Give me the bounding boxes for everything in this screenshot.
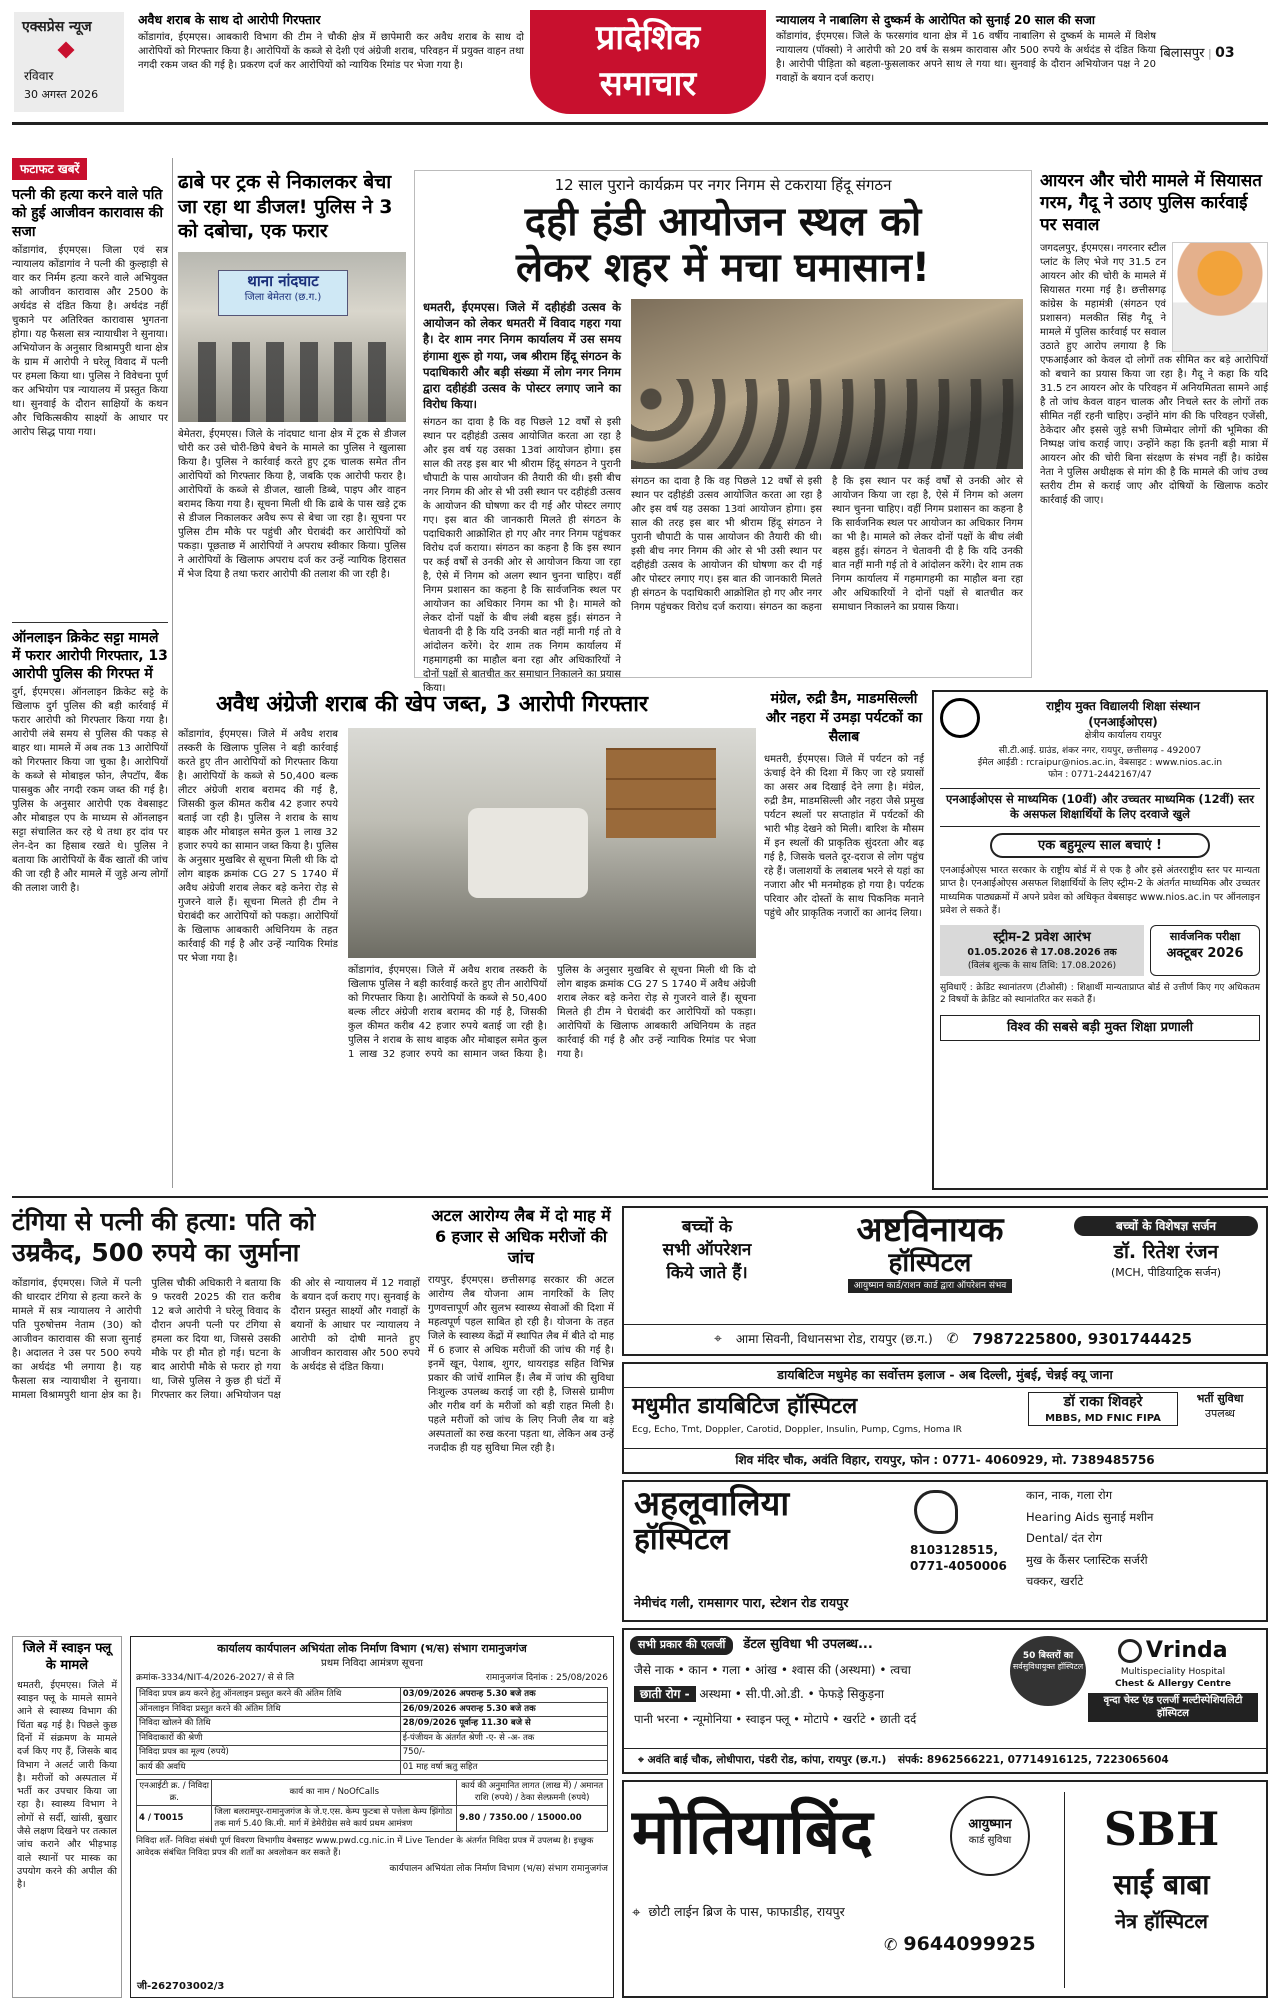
main-photo (631, 299, 1023, 469)
ahlu-service: Dental/ दंत रोग (1026, 1531, 1102, 1546)
madhu-address: शिव मंदिर चौक, अवंति विहार, रायपुर, फोन : 0771- 4060929, मो. 7389485756 (624, 1448, 1266, 1472)
motiya-badge-2: कार्ड सुविधा (968, 1834, 1012, 1846)
tender-work-cost: 9.80 / 7350.00 / 15000.00 (457, 1806, 608, 1832)
fatafat-story1-body: कोंडागांव, ईएमएस। जिला एवं सत्र न्यायालय कोंडागांव ने पत्नी की कुल्हाड़ी से वार कर निर्मम हत्या करने वाले अभियुक्त को आजीवन कारावास और 2500 के अर्थदंड से दंडित किया है। अर्थदंड नहीं चुकाने पर अतिरिक्त कारावास भुगतना होगा। यह फैसला सत्र न्यायाधीश ने सुनाया। अभियोजन के अनुसार विश्रामपुरी थाना क्षेत्र के ग्राम में आरोपी ने घरेलू विवाद में पत्नी पर हमला किया था। पुलिस ने विवेचना पूर्ण कर अभियोग पत्र न्यायालय में प्रस्तुत किया था। सुनवाई के दौरान साक्षियों के कथन और चिकित्सकीय साक्ष्यों के आधार पर आरोप सिद्ध पाया गया। (12, 244, 168, 438)
tender-row-value: 750/- (400, 1746, 607, 1760)
table-row (137, 1760, 608, 1774)
politician-photo (1172, 242, 1268, 352)
fatafat-story2-headline: ऑनलाइन क्रिकेट सट्टा मामले में फरार आरोपी गिरफ्तार, 13 आरोपी पुलिस की गिरफ्त में (12, 629, 168, 683)
sbh-name-1: साईं बाबा (1113, 1868, 1210, 1902)
motiya-phone: 9644099925 (903, 1933, 1036, 1955)
ashta-scheme: आयुष्मान कार्ड/राशन कार्ड द्वारा ऑपरेशन संभव (848, 1279, 1013, 1293)
vrinda-line-1: जैसे नाक • कान • गला • आंख • श्वास की (अस्थमा) • त्वचा (634, 1663, 911, 1677)
top-left-body: कोंडागांव, ईएमएस। आबकारी विभाग की टीम ने चौकी क्षेत्र में छापेमारी कर अवैध शराब के साथ दो आरोपियों को गिरफ्तार किया है। आरोपियों के कब्जे से देशी एवं अंग्रेजी शराब, परिवहन में प्रयुक्त वाहन तथा नगदी रकम जब्त की गई है। प्रकरण दर्ज कर आरोपियों को न्यायिक रिमांड पर भेजा गया है। (138, 31, 524, 71)
tender-work-name: जिला बलरामपुर-रामानुजगंज के जे.ए.एस. केम्प फुटबा से पत्तेला केम्प झिंगोठा तक मार्ग 5.40 कि.मी. मार्ग में डेमेरीग्रेस सवे कार्य प्रथम आमंत्रण (212, 1806, 457, 1832)
vrinda-name: Vrinda (1145, 1638, 1228, 1663)
ashta-address: आमा सिवनी, विधानसभा रोड, रायपुर (छ.ग.) (735, 1332, 933, 1347)
ashta-name-1: अष्टविनायक (856, 1210, 1004, 1250)
vrinda-address: अवंति बाई चौक, लोधीपारा, पंडरी रोड, कांपा, रायपुर (छ.ग.) (647, 1754, 887, 1766)
mangrel-body: धमतरी, ईएमएस। जिले में पर्यटन को नई ऊंचाई देने की दिशा में किए जा रहे प्रयासों का असर अब दिखाई देने लगा है। मंग्रेल, रुद्री डैम, माडमसिल्ली और नहरा जैसे प्रमुख पर्यटन स्थलों पर सप्ताहांत में पर्यटकों की भारी भीड़ देखने को मिली। बारिश के मौसम में इन स्थलों की प्राकृतिक सुंदरता और बढ़ गई है, जिसके चलते दूर-दराज से लोग पहुंच रहे हैं। जलाशयों के लबालब भरने से यहां का नजारा और भी मनमोहक हो गया है। पर्यटक परिवार और दोस्तों के साथ पिकनिक मनाने पहुंचे और प्राकृतिक नजारों का आनंद लिया। (764, 753, 924, 919)
masthead-day: रविवार (24, 69, 54, 83)
phone-icon: ✆ (946, 1331, 959, 1348)
main-headline-2: लेकर शहर में मचा घमासान! (515, 245, 931, 292)
madhu-doctor: डॉ राका शिवहरे (1063, 1394, 1143, 1410)
tender-col-header: कार्य की अनुमानित लागत (लाख में) / अमानत राशि (रुपये) / ठेका सेल्फ़मनी (रुपये) (457, 1780, 608, 1806)
top-right-headline: न्यायालय ने नाबालिग से दुष्कर्म के आरोपित को सुनाई 20 साल की सजा (776, 13, 1096, 27)
main-body-b: संगठन का दावा है कि वह पिछले 12 वर्षों से इसी स्थान पर दहीहंडी उत्सव आयोजित करता आ रहा है और इस वर्ष यह उसका 13वां आयोजन होगा। इस साल की तरह इस बार भी श्रीराम हिंदू संगठन ने पुरानी चौपाटी के पास आयोजन की तैयारी की थी। इसी बीच नगर निगम की ओर से भी उसी स्थान पर दहीहंडी उत्सव के आयोजन की घोषणा कर दी गई और पोस्टर लगाए गए। इस बात की जानकारी मिलते ही संगठन के पदाधिकारी आक्रोशित हो गए और नगर निगम पहुंचकर विरोध दर्ज कराया। संगठन का कहना है कि इस स्थान पर कई वर्षों से उनकी ओर से आयोजन किया जा रहा है, ऐसे में निगम को अलग स्थान चुनना चाहिए। वहीं निगम प्रशासन का कहना है कि सार्वजनिक स्थल पर आयोजन का अधिकार निगम का भी है। मामले को लेकर दोनों पक्षों के बीच लंबी बहस हुई। संगठन ने चेतावनी दी है कि यदि उनकी बात नहीं मानी गई तो वे आंदोलन करेंगे। देर शाम तक निगम कार्यालय में गहमागहमी का माहौल बना रहा और अधिकारियों ने दोनों पक्षों से बातचीत कर समाधान निकालने का प्रयास किया। (631, 476, 1023, 614)
diesel-body: बेमेतरा, ईएमएस। जिले के नांदघाट थाना क्षेत्र में ट्रक से डीजल चोरी कर उसे चोरी-छिपे बेचने के मामले का पुलिस ने खुलासा किया है। पुलिस ने कार्रवाई करते हुए ट्रक चालक समेत तीन आरोपियों को गिरफ्तार किया है, जबकि एक आरोपी फरार है। आरोपियों के कब्जे से डीजल, खाली डिब्बे, पाइप और वाहन बरामद किया गया है। सूचना मिली थी कि ढाबे के पास खड़े ट्रक से डीजल निकालकर अवैध रूप से बेचा जा रहा है। सूचना पर पुलिस टीम मौके पर पहुंची और घेराबंदी कर आरोपियों को पकड़ा। पूछताछ में आरोपियों ने अपराध स्वीकार किया। पुलिस ने आरोपियों के खिलाफ अपराध दर्ज कर उन्हें न्यायिक हिरासत में भेज दिया है तथा फरार आरोपी की तलाश की जा रही है। (178, 429, 406, 581)
nios-exam-date: अक्टूबर 2026 (1166, 946, 1244, 962)
iron-headline: आयरन और चोरी मामले में सियासत गरम, गैदू ने उठाए पुलिस कार्रवाई पर सवाल (1040, 171, 1262, 236)
masthead-city: बिलासपुर (1160, 46, 1205, 61)
tender-row-value: 03/09/2026 अपरान्ह 5.30 बजे तक (400, 1688, 607, 1702)
motiyabind-ad (622, 1780, 1268, 1998)
vrinda-tag-1: सभी प्रकार की एलर्जी (630, 1636, 733, 1655)
nios-logo-icon (940, 698, 980, 738)
top-left-headline: अवैध शराब के साथ दो आरोपी गिरफ्तार (138, 12, 321, 27)
nios-offer: एक बहुमूल्य साल बचाएं ! (990, 833, 1210, 859)
vrinda-tag-2: डेंटल सुविधा भी उपलब्ध... (743, 1637, 873, 1652)
vrinda-name-sub2: Chest & Allergy Centre (1115, 1678, 1231, 1689)
nios-stream-box (940, 925, 1144, 976)
motiya-badge (950, 1796, 1030, 1876)
ahlu-name-2: हॉस्पिटल (634, 1522, 730, 1558)
nios-desc: एनआईओएस भारत सरकार के राष्ट्रीय बोर्ड में से एक है और इसे अंतरराष्ट्रीय स्तर पर मान्यता प्राप्त है। एनआईओएस असफल शिक्षार्थियों के लिए स्ट्रीम-2 के अंतर्गत माध्यमिक और उच्चतर माध्यमिक पाठ्यक्रमों में अपने प्रवेश को अधिकृत वेबसाइट www.nios.ac.in पर ऑनलाइन प्रवेश ले सकते हैं। (940, 865, 1260, 917)
vrinda-logo-icon (1118, 1639, 1142, 1663)
nios-address: सी.टी.आई. ग्राउंड, शंकर नगर, रायपुर, छत्तीसगढ़ - 492007 (998, 746, 1202, 757)
fatafat-story1-headline: पत्नी की हत्या करने वाले पति को हुई आजीवन कारावास की सजा (12, 187, 164, 240)
ashta-left-2: सभी ऑपरेशन (662, 1239, 752, 1260)
sbh-name-2: नेत्र हॉस्पिटल (1115, 1908, 1208, 1933)
iron-story (1040, 170, 1268, 670)
col-divider-1 (172, 158, 173, 1188)
table-row (137, 1688, 608, 1702)
flu-body: धमतरी, ईएमएस। जिले में स्वाइन फ्लू के मामले सामने आने से स्वास्थ्य विभाग की चिंता बढ़ गई है। पिछले कुछ दिनों में संक्रमण के मामले दर्ज किए गए हैं, जिसके बाद विभाग ने अलर्ट जारी किया है। मरीजों को अस्पताल में भर्ती कर उपचार किया जा रहा है। स्वास्थ्य विभाग ने लोगों से सर्दी, खांसी, बुखार जैसे लक्षण दिखने पर तत्काल जांच कराने और भीड़भाड़ वाले स्थानों पर मास्क का उपयोग करने की अपील की है। (17, 1679, 117, 1891)
vrinda-line-3: पानी भरना • न्यूमोनिया • स्वाइन फ्लू • मोटापे • खर्राटे • छाती दर्द (634, 1712, 917, 1726)
ashta-name-2: हॉस्पिटल (888, 1248, 972, 1279)
madhu-bharti-2: उपलब्ध (1205, 1406, 1235, 1420)
tender-row-value: 01 माह वर्षा ऋतु सहित (400, 1760, 607, 1774)
tender-subtitle: प्रथम निविदा आमंत्रण सूचना (321, 1657, 423, 1669)
nios-contact: ईमेल आईडी : rcraipur@nios.ac.in, वेबसाइट : www.nios.ac.in (977, 758, 1223, 769)
liquor-body-cont: कोंडागांव, ईएमएस। जिले में अवैध शराब तस्करी के खिलाफ पुलिस ने बड़ी कार्रवाई करते हुए तीन आरोपियों को गिरफ्तार किया है। आरोपियों के कब्जे से 50,400 बल्क लीटर अंग्रेजी शराब बरामद की गई है, जिसकी कुल कीमत करीब 42 हजार रुपये बताई जा रही है। पुलिस ने शराब के साथ बाइक और मोबाइल समेत कुल 1 लाख 32 हजार रुपये का सामान जब्त किया है। पुलिस के अनुसार मुखबिर से सूचना मिली थी कि दो लोग बाइक क्रमांक CG 27 S 1740 में अवैध अंग्रेजी शराब लेकर बड़े कनेरा रोड़ से गुजरने वाले हैं। सूचना मिलते ही टीम ने घेराबंदी कर आरोपियों को पकड़ा। आरोपियों के खिलाफ आबकारी अधिनियम के तहत कार्रवाई की गई है और उन्हें न्यायिक रिमांड पर भेजा गया है। (348, 964, 756, 1060)
tender-row-value: 26/09/2026 अपरान्ह 5.30 बजे तक (400, 1702, 607, 1716)
section-title-2: समाचार (599, 63, 697, 104)
nios-stream-title: स्ट्रीम-2 प्रवेश आरंभ (993, 930, 1091, 946)
main-kicker: 12 साल पुराने कार्यक्रम पर नगर निगम से टकराया हिंदू संगठन (554, 176, 892, 194)
ahlu-service: Hearing Aids सुनाई मशीन (1026, 1509, 1154, 1524)
vrinda-ad (622, 1628, 1268, 1774)
seized-boxes (606, 748, 716, 838)
ear-logo-icon (914, 1490, 958, 1534)
madhu-top: डायबिटिज मधुमेह का सर्वोत्तम इलाज - अब दिल्ली, मुंबई, चेन्नई क्यू जाना (624, 1364, 1266, 1388)
tender-work-table (136, 1779, 608, 1832)
liquor-photo (348, 728, 756, 958)
tender-row-label: निविदा खोलने की तिथि (137, 1717, 401, 1731)
vrinda-beds-badge (1010, 1636, 1086, 1706)
murder-story (12, 1206, 420, 1626)
table-row (137, 1702, 608, 1716)
table-row (137, 1717, 608, 1731)
motiya-badge-1: आयुष्मान (968, 1817, 1012, 1832)
sign-line-1: थाना नांदघाट (247, 272, 319, 291)
lab-story (428, 1206, 614, 1626)
police-vehicle (468, 808, 588, 898)
table-row (137, 1746, 608, 1760)
liquor-story (178, 690, 756, 1210)
nios-facility: सुविधाएँ : क्रेडिट स्थानांतरण (टीओसी) : शिक्षार्थी मान्यताप्राप्त बोर्ड से उत्तीर्ण किए गए अधिकतम 2 विषयों के क्रेडिट को स्थानांतरित कर सकते हैं। (940, 982, 1260, 1006)
fatafat-story2-body: दुर्ग, ईएमएस। ऑनलाइन क्रिकेट सट्टे के खिलाफ दुर्ग पुलिस की बड़ी कार्रवाई में फरार आरोपी को गिरफ्तार किया गया है। आरोपी लंबे समय से पुलिस की पकड़ से बाहर था। मामले में अब तक 13 आरोपियों को गिरफ्तार किया जा चुका है। आरोपियों के कब्जे से मोबाइल फोन, लैपटॉप, बैंक पासबुक और नगदी रकम जब्त की गई है। पुलिस के अनुसार आरोपी एक वेबसाइट और मोबाइल एप के माध्यम से ऑनलाइन सट्टा संचालित कर रहे थे तथा हर दांव पर लेन-देन का हिसाब रखते थे। पुलिस ने बताया कि आरोपियों के बैंक खातों की जांच की जा रही है और मामले में जुड़े अन्य लोगों की तलाश जारी है। (12, 687, 168, 895)
nios-phone: फोन : 0771-2442167/47 (1048, 770, 1152, 781)
masthead-city-box: बिलासपुर | 03 (1160, 45, 1235, 61)
ahlu-service: कान, नाक, गला रोग (1026, 1488, 1113, 1502)
sbh-logo: SBH (1103, 1802, 1220, 1856)
table-header-row (137, 1780, 608, 1806)
tender-date: रामानुजगंज दिनांक : 25/08/2026 (486, 1673, 608, 1684)
ahlu-name-1: अहलूवालिया (634, 1484, 790, 1524)
vrinda-beds-2: सर्वसुविधायुक्त हॉस्पिटल (1012, 1662, 1084, 1672)
masthead-date: 30 अगस्त 2026 (24, 88, 99, 101)
nios-stream-late: (विलंब शुल्क के साथ तिथि: 17.08.2026) (967, 960, 1117, 971)
main-lead: धमतरी, ईएमएस। जिले में दहीहंडी उत्सव के आयोजन को लेकर धमतरी में विवाद गहरा गया है। देर शाम नगर निगम कार्यालय में उस समय हंगामा शुरू हो गया, जब श्रीराम हिंदू संगठन के पदाधिकारी और बड़ी संख्या में लोग नगर निगम द्वारा दहीहंडी उत्सव के पोस्टर लगाए जाने का विरोध किया। (423, 300, 621, 411)
main-body-a: संगठन का दावा है कि वह पिछले 12 वर्षों से इसी स्थान पर दहीहंडी उत्सव आयोजित करता आ रहा है और इस वर्ष यह उसका 13वां आयोजन होगा। इस साल की तरह इस बार भी श्रीराम हिंदू संगठन ने पुरानी चौपाटी के पास आयोजन की तैयारी की थी। इसी बीच नगर निगम की ओर से भी उसी स्थान पर दहीहंडी उत्सव के आयोजन की घोषणा कर दी गई और पोस्टर लगाए गए। इस बात की जानकारी मिलते ही संगठन के पदाधिकारी आक्रोशित हो गए और नगर निगम पहुंचकर विरोध दर्ज कराया। संगठन का कहना है कि इस स्थान पर कई वर्षों से उनकी ओर से आयोजन किया जा रहा है, ऐसे में निगम को अलग स्थान चुनना चाहिए। वहीं निगम प्रशासन का कहना है कि सार्वजनिक स्थल पर आयोजन का अधिकार निगम का भी है। मामले को लेकर दोनों पक्षों के बीच लंबी बहस हुई। संगठन ने चेतावनी दी है कि यदि उनकी बात नहीं मानी गई तो वे आंदोलन करेंगे। देर शाम तक निगम कार्यालय में गहमागहमी का माहौल बना रहा और अधिकारियों ने दोनों पक्षों से बातचीत कर समाधान निकालने का प्रयास किया। (423, 416, 621, 694)
location-pin-icon: ⌖ (638, 1754, 648, 1766)
murder-headline-1: टंगिया से पत्नी की हत्या: पति को (12, 1207, 316, 1236)
lab-headline: अटल आरोग्य लैब में दो माह में 6 हजार से अधिक मरीजों की जांच (431, 1206, 611, 1267)
masthead-rule (12, 122, 1268, 125)
diesel-headline: ढाबे पर ट्रक से निकालकर बेचा जा रहा था डीजल! पुलिस ने 3 को दबोचा, एक फरार (178, 171, 393, 243)
vrinda-chest-label: छाती रोग - (634, 1686, 696, 1702)
mangrel-headline: मंग्रेल, रुद्री डैम, माडमसिल्ली और नहरा में उमड़ा पर्यटकों का सैलाब (765, 691, 923, 745)
nios-ad (932, 690, 1268, 1190)
vrinda-contact-label: संपर्क: (897, 1754, 924, 1766)
table-row (137, 1806, 608, 1832)
nios-office: क्षेत्रीय कार्यालय रायपुर (1084, 730, 1162, 742)
location-pin-icon: ⌖ (714, 1331, 722, 1348)
main-headline-1: दही हंडी आयोजन स्थल को (524, 199, 922, 246)
tender-col-header: कार्य का नाम / NoOfCalls (212, 1780, 457, 1806)
ashtavinayak-ad (622, 1206, 1268, 1356)
ahlu-phone-2: 0771-4050006 (910, 1559, 1007, 1574)
section-title-1: प्रादेशिक (595, 18, 701, 58)
ahlu-phone-1: 8103128515, (910, 1543, 999, 1557)
ahlu-address: नेमीचंद गली, रामसागर पारा, स्टेशन रोड रायपुर (634, 1595, 849, 1611)
madhu-tests: Ecg, Echo, Tmt, Doppler, Carotid, Doppler, Insulin, Pump, Cgms, Homa IR (632, 1424, 962, 1435)
top-right-story (776, 12, 1156, 114)
ahlu-service: चक्कर, खर्राटे (1026, 1574, 1084, 1589)
masthead-brand: एक्सप्रेस न्यूज (22, 19, 92, 35)
tender-code: जी-262703002/3 (137, 1980, 225, 1992)
tender-ref: क्रमांक-3334/NIT-4/2026-2027/ से से लि (136, 1673, 295, 1684)
ashta-degree: (MCH, पीडियाट्रिक सर्जन) (1110, 1265, 1222, 1279)
top-left-story (138, 12, 524, 114)
tender-signature: कार्यपालन अभियंता लोक निर्माण विभाग (भ/स) संभाग रामानुजगंज (389, 1864, 608, 1875)
sign-line-2: जिला बेमेतरा (छ.ग.) (244, 292, 322, 304)
top-right-body: कोंडागांव, ईएमएस। जिले के फरसगांव थाना क्षेत्र में 16 वर्षीय नाबालिग से दुष्कर्म के मामले में विशेष न्यायालय (पॉक्सो) ने आरोपी को 20 वर्ष के सश्रम कारावास और 500 रुपये के अर्थदंड से दंडित किया है। आरोपी पीड़िता को बहला-फुसलाकर अपने साथ ले गया था। सुनवाई के दौरान अभियोजन पक्ष ने 20 गवाहों के बयान दर्ज कराए। (776, 31, 1156, 85)
madhumit-ad (622, 1362, 1268, 1474)
location-pin-icon: ⌖ (632, 1903, 641, 1921)
tender-row-label: कार्य की अवधि (137, 1760, 401, 1774)
tender-schedule (136, 1687, 608, 1775)
liquor-headline: अवैध अंग्रेजी शराब की खेप जब्त, 3 आरोपी गिरफ्तार (216, 692, 648, 717)
phone-icon: ✆ (884, 1935, 898, 1955)
nios-tagline: विश्व की सबसे बड़ी मुक्त शिक्षा प्रणाली (940, 1015, 1260, 1041)
vrinda-hindi: वृन्दा चेस्ट एंड एलर्जी मल्टीस्पेशियलिटी हॉस्पिटल (1088, 1693, 1258, 1722)
police-station-sign (218, 270, 348, 316)
tender-work-no: 4 / T0015 (137, 1806, 212, 1832)
motiya-title: मोतियाबिंद (632, 1795, 873, 1868)
main-story (414, 170, 1032, 694)
ashta-phone: 7987225800, 9301744425 (972, 1330, 1193, 1349)
madhu-bharti-1: भर्ती सुविधा (1196, 1392, 1244, 1405)
ahluwalia-ad (622, 1480, 1268, 1622)
section-banner (530, 10, 766, 114)
iron-body: जगदलपुर, ईएमएस। नगरनार स्टील प्लांट के लिए भेजे गए 31.5 टन आयरन ओर की चोरी के मामले में सियासत गरमा गई है। छत्तीसगढ़ कांग्रेस के महामंत्री (संगठन एवं प्रशासन) मलकीत सिंह गैदू ने मामले में पुलिस कार्रवाई पर सवाल उठाते हुए आरोप लगाया है कि एफआईआर को केवल दो लोगों तक सीमित कर बड़े आरोपियों को बचाने का प्रयास किया जा रहा है। गैदू ने कहा कि यदि 31.5 टन आयरन ओर के परिवहन में अनियमितता सामने आई है तो जांच केवल वाहन चालक और निचले स्तर के लोगों तक सीमित नहीं रहनी चाहिए। उन्होंने मांग की कि परिवहन एजेंसी, ठेकेदार और इससे जुड़े सभी जिम्मेदार लोगों की भूमिका की निष्पक्ष जांच कराई जाए। उन्होंने कहा कि इतनी बड़ी मात्रा में आयरन ओर की चोरी बिना संरक्षण के संभव नहीं है। कांग्रेस नेता ने पुलिस अधीक्षक से मांग की है कि मामले की जांच उच्च स्तरीय टीम से कराई जाए और दोषियों के खिलाफ कठोर कार्रवाई की जाए। (1040, 243, 1268, 507)
vrinda-contact: 8962566221, 07714916125, 7223065604 (926, 1754, 1169, 1766)
mid-rule (12, 1196, 1268, 1198)
ashta-badge: बच्चों के विशेषज्ञ सर्जन (1074, 1216, 1258, 1236)
tender-row-value: 28/09/2026 पूर्वान्ह 11.30 बजे से (400, 1717, 607, 1731)
ashta-left-1: बच्चों के (681, 1217, 733, 1237)
nios-banner: एनआईओएस से माध्यमिक (10वीं) और उच्चतर माध्यमिक (12वीं) स्तर के असफल शिक्षार्थियों के लिए दरवाजे खुले (940, 788, 1260, 827)
nios-exam-title: सार्वजनिक परीक्षा (1169, 930, 1241, 944)
flu-story (12, 1636, 122, 1998)
nios-subtitle: (एनआईओएस) (1088, 715, 1158, 730)
tender-conditions: निविदा शर्तें- निविदा संबंधी पूर्ण विवरण विभागीय वेबसाइट www.pwd.cg.nic.in में Live Tender के अंतर्गत निविदा प्रपत्र में उपलब्ध है। इच्छुक आवेदक संबंधित निविदा प्रपत्र की शर्तों का अवलोकन कर सकते हैं। (136, 1836, 594, 1858)
nios-exam-box (1150, 925, 1260, 976)
table-row (137, 1731, 608, 1745)
flu-headline: जिले में स्वाइन फ्लू के मामले (22, 1641, 112, 1673)
masthead-brand-box (14, 12, 124, 112)
motiya-address: छोटी लाईन ब्रिज के पास, फाफाडीह, रायपुर (648, 1903, 845, 1919)
mangrel-story (764, 690, 924, 1190)
nios-stream-dates: 01.05.2026 से 17.08.2026 तक (967, 946, 1117, 958)
diesel-photo (178, 252, 406, 422)
crowd-silhouettes (631, 379, 1023, 469)
fatafat-label: फटाफट खबरें (12, 158, 87, 180)
tender-notice (130, 1636, 614, 1998)
madhu-degree: MBBS, MD FNIC FIPA (1045, 1412, 1161, 1424)
tender-row-value: ई-पंजीयन के अंतर्गत श्रेणी -ए- से -अ- तक (400, 1731, 607, 1745)
tender-row-label: निविदाकारों की श्रेणी (137, 1731, 401, 1745)
tender-row-label: निविदा प्रपत्र क्रय करने हेतु ऑनलाइन प्रस्तुत करने की अंतिम तिथि (137, 1688, 401, 1702)
ahlu-service: मुख के कैंसर प्लास्टिक सर्जरी (1026, 1552, 1148, 1567)
tender-col-header: एनआईटी क्र. / निविदा क्र. (137, 1780, 212, 1806)
tender-row-label: निविदा प्रपत्र का मूल्य (रुपये) (137, 1746, 401, 1760)
vrinda-beds-1: 50 बिस्तरों का (1022, 1651, 1074, 1661)
brand-logo-icon (58, 42, 75, 59)
ashta-doctor: डॉ. रितेश रंजन (1113, 1241, 1219, 1264)
lab-body: रायपुर, ईएमएस। छत्तीसगढ़ सरकार की अटल आरोग्य लैब योजना आम नागरिकों के लिए गुणवत्तापूर्ण और सुलभ स्वास्थ्य सेवाओं की दिशा में महत्वपूर्ण पहल साबित हो रही है। योजना के तहत जिले के स्वास्थ्य केंद्रों में स्थापित लैब में बीते दो माह में 6 हजार से अधिक मरीजों की जांच की गई है। इनमें खून, पेशाब, शुगर, थायराइड सहित विभिन्न प्रकार की जांचें शामिल हैं। लैब में जांच की सुविधा निःशुल्क उपलब्ध कराई जा रही है, जिससे ग्रामीण और गरीब वर्ग के मरीजों को बड़ी राहत मिली है। पहले मरीजों को जांच के लिए निजी लैब या बड़े अस्पतालों का रुख करना पड़ता था, लेकिन अब उन्हें नजदीक ही यह सुविधा मिल रही है। (428, 1275, 614, 1455)
liquor-body: कोंडागांव, ईएमएस। जिले में अवैध शराब तस्करी के खिलाफ पुलिस ने बड़ी कार्रवाई करते हुए तीन आरोपियों को गिरफ्तार किया है। आरोपियों के कब्जे से 50,400 बल्क लीटर अंग्रेजी शराब बरामद की गई है, जिसकी कुल कीमत करीब 42 हजार रुपये बताई जा रही है। पुलिस ने शराब के साथ बाइक और मोबाइल समेत कुल 1 लाख 32 हजार रुपये का सामान जब्त किया है। पुलिस के अनुसार मुखबिर से सूचना मिली थी कि दो लोग बाइक क्रमांक CG 27 S 1740 में अवैध अंग्रेजी शराब लेकर बड़े कनेरा रोड़ से गुजरने वाले हैं। सूचना मिलते ही टीम ने घेराबंदी कर आरोपियों को पकड़ा। आरोपियों के खिलाफ आबकारी अधिनियम के तहत कार्रवाई की गई है और उन्हें न्यायिक रिमांड पर भेजा गया है। (178, 728, 338, 964)
tender-title: कार्यालय कार्यपालन अभियंता लोक निर्माण विभाग (भ/स) संभाग रामानुजगंज (217, 1642, 527, 1655)
ashta-left-3: किये जाते हैं। (666, 1262, 748, 1283)
tender-row-label: ऑनलाइन निविदा प्रस्तुत करने की अंतिम तिथि (137, 1702, 401, 1716)
murder-headline-2: उम्रकैद, 500 रुपये का जुर्माना (12, 1238, 300, 1268)
vrinda-name-sub: Multispeciality Hospital (1120, 1666, 1226, 1677)
vrinda-line-2: अस्थमा • सी.पी.ओ.डी. • फेफड़े सिकुड़ना (699, 1687, 884, 1701)
page-number: 03 (1215, 45, 1235, 61)
nios-title: राष्ट्रीय मुक्त विद्यालयी शिक्षा संस्थान (1046, 699, 1200, 713)
madhu-name: मधुमीत डायबिटिज हॉस्पिटल (632, 1393, 858, 1419)
fatafat-column (12, 158, 168, 1188)
suspects-silhouettes (198, 342, 388, 422)
murder-body: कोंडागांव, ईएमएस। जिले में पत्नी की धारदार टंगिया से हत्या करने के मामले में सत्र न्यायालय ने आरोपी पति पुरुषोत्तम नेताम (30) को आजीवन कारावास की सजा सुनाई है। अदालत ने उस पर 500 रुपये का अर्थदंड भी लगाया है। यह फैसला सत्र न्यायाधीश ने सुनाया। मामला विश्रामपुरी थाना क्षेत्र का है। पुलिस चौकी अधिकारी ने बताया कि 9 फरवरी 2025 की रात करीब 12 बजे आरोपी ने घरेलू विवाद के दौरान अपनी पत्नी पर टंगिया से हमला कर दिया था, जिससे उसकी मौके पर ही मौत हो गई। घटना के बाद आरोपी मौके से फरार हो गया था, जिसे पुलिस ने कुछ ही घंटों में गिरफ्तार कर लिया। अभियोजन पक्ष की ओर से न्यायालय में 12 गवाहों के बयान दर्ज कराए गए। सुनवाई के दौरान प्रस्तुत साक्ष्यों और गवाहों के बयानों के आधार पर न्यायालय ने आरोपी को दोषी मानते हुए आजीवन कारावास और 500 रुपये के अर्थदंड से दंडित किया। (12, 1277, 420, 1401)
